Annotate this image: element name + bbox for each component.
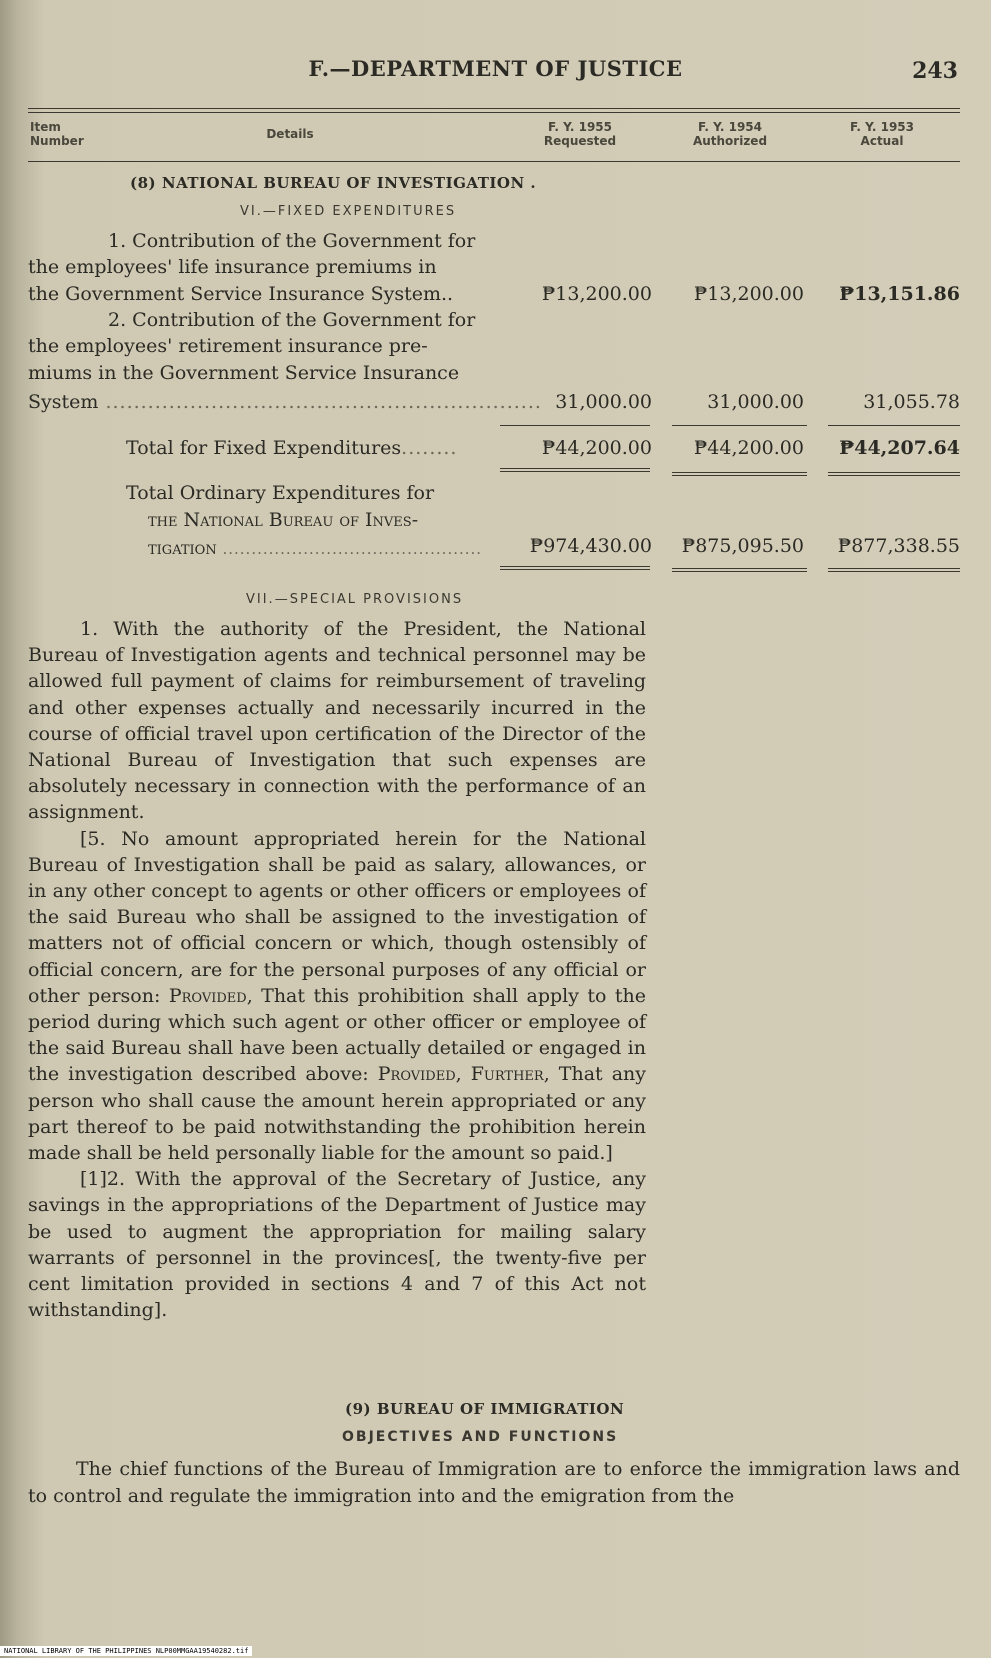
item2-line-4: System .............................................................. [28, 391, 542, 413]
fixed-expenditures-heading: VI.—FIXED EXPENDITURES [240, 204, 457, 219]
col-header-details: Details [266, 127, 314, 141]
page-title: F.—DEPARTMENT OF JUSTICE [308, 56, 683, 81]
col-header-item-number: Item Number [30, 120, 84, 148]
item2-fy1953: 31,055.78 [863, 391, 960, 413]
scan-footer-label: NATIONAL LIBRARY OF THE PHILIPPINES NLP00MMGAA19540282.tif [0, 1646, 252, 1656]
subtotal-rule-1954 [672, 425, 807, 426]
subtotal-rule-1955 [500, 425, 650, 426]
leader-dots: ........ [401, 437, 458, 459]
total-ordinary-line-3: tigation ............................................. [148, 537, 483, 559]
table-top-rule [28, 108, 960, 109]
table-top-rule-2 [28, 112, 960, 113]
immigration-heading: (9) BUREAU OF IMMIGRATION [345, 1400, 625, 1418]
item1-line-3: the Government Service Insurance System.. [28, 283, 454, 305]
col-header-fy1953: F. Y. 1953 Actual [849, 120, 914, 148]
item1-fy1954: ₱13,200.00 [693, 283, 804, 305]
double-rule-ordinary-1953 [828, 568, 960, 572]
immigration-body: The chief functions of the Bureau of Immigration are to enforce the immigration laws and to control and regulate the immigration into and the emigration from the [28, 1458, 960, 1507]
immigration-subheading: OBJECTIVES AND FUNCTIONS [342, 1429, 619, 1445]
total-ordinary-fy1954: ₱875,095.50 [681, 535, 804, 557]
item2-fy1955: 31,000.00 [555, 391, 652, 413]
col-header-fy1954: F. Y. 1954 Authorized [692, 120, 768, 148]
double-rule-ordinary-1954 [672, 568, 807, 572]
header-bottom-rule [28, 161, 960, 162]
total-ordinary-line-2: the National Bureau of Inves- [148, 509, 419, 531]
leader-dots: ............................................. [216, 540, 483, 558]
item1-fy1953: ₱13,151.86 [839, 283, 960, 305]
double-rule-1955 [500, 468, 650, 472]
total-fixed-fy1954: ₱44,200.00 [693, 437, 804, 459]
item1-fy1955: ₱13,200.00 [541, 283, 652, 305]
total-fixed-fy1953: ₱44,207.64 [839, 437, 960, 459]
item2-line-3: miums in the Government Service Insurance [28, 362, 460, 384]
col-header-fy1955: F. Y. 1955 Requested [543, 120, 617, 148]
item2-line-2: the employees' retirement insurance pre- [28, 335, 428, 357]
total-fixed-fy1955: ₱44,200.00 [541, 437, 652, 459]
page-number: 243 [912, 58, 958, 84]
total-ordinary-fy1955: ₱974,430.00 [529, 535, 652, 557]
total-ordinary-fy1953: ₱877,338.55 [837, 535, 960, 557]
item2-fy1954: 31,000.00 [707, 391, 804, 413]
double-rule-ordinary-1955 [500, 566, 650, 570]
nbi-heading: (8) NATIONAL BUREAU OF INVESTIGATION . [130, 174, 537, 192]
item2-line-1: 2. Contribution of the Government for [108, 309, 476, 331]
total-ordinary-line-1: Total Ordinary Expenditures for [126, 482, 435, 504]
special-provisions-body [28, 616, 646, 1323]
item1-line-1: 1. Contribution of the Government for [108, 230, 476, 252]
special-provisions-heading: VII.—SPECIAL PROVISIONS [246, 592, 464, 607]
double-rule-1954 [672, 472, 807, 476]
provision-5: [5. No amount appropriated herein for the National Bureau of Investigation shall be paid as salary, allowances, or in any other concept to agents or other officers or employees of the said Bureau who shall be assigned to the investigation of matters not of official concern or which, though ostensibly of official concern, are for the personal purposes of any official or other person: Provided, That this prohibition shall apply to the period during which such agent or other officer or employee of the said Bureau shall have been actually detailed or engaged in the investigation described above: Provided, Further, That any person who shall cause the amount herein appropriated or any part thereof to be paid notwithstanding the prohibition herein made shall be held personally liable for the amount so paid.] [28, 827, 646, 1165]
item1-line-2: the employees' life insurance premiums in [28, 256, 437, 278]
provision-1: 1. With the authority of the President, the National Bureau of Investigation agents and technical personnel may be allowed full payment of claims for reimbursement of traveling and other expenses actually and necessarily incurred in the course of official travel upon certification of the Director of the National Bureau of Investigation that such expenses are absolutely necessary in connection with the performance of an assignment. [28, 618, 646, 824]
subtotal-rule-1953 [828, 425, 960, 426]
double-rule-1953 [828, 472, 960, 476]
total-fixed-label: Total for Fixed Expenditures........ [126, 437, 458, 459]
leader-dots: .............................................................. [98, 391, 542, 413]
provision-2: [1]2. With the approval of the Secretary of Justice, any savings in the appropriations of the Department of Justice may be used to augment the appropriation for mailing salary warrants of personnel in the provinces[, the twenty-five per cent limitation provided in sections 4 and 7 of this Act not withstanding]. [28, 1168, 646, 1322]
